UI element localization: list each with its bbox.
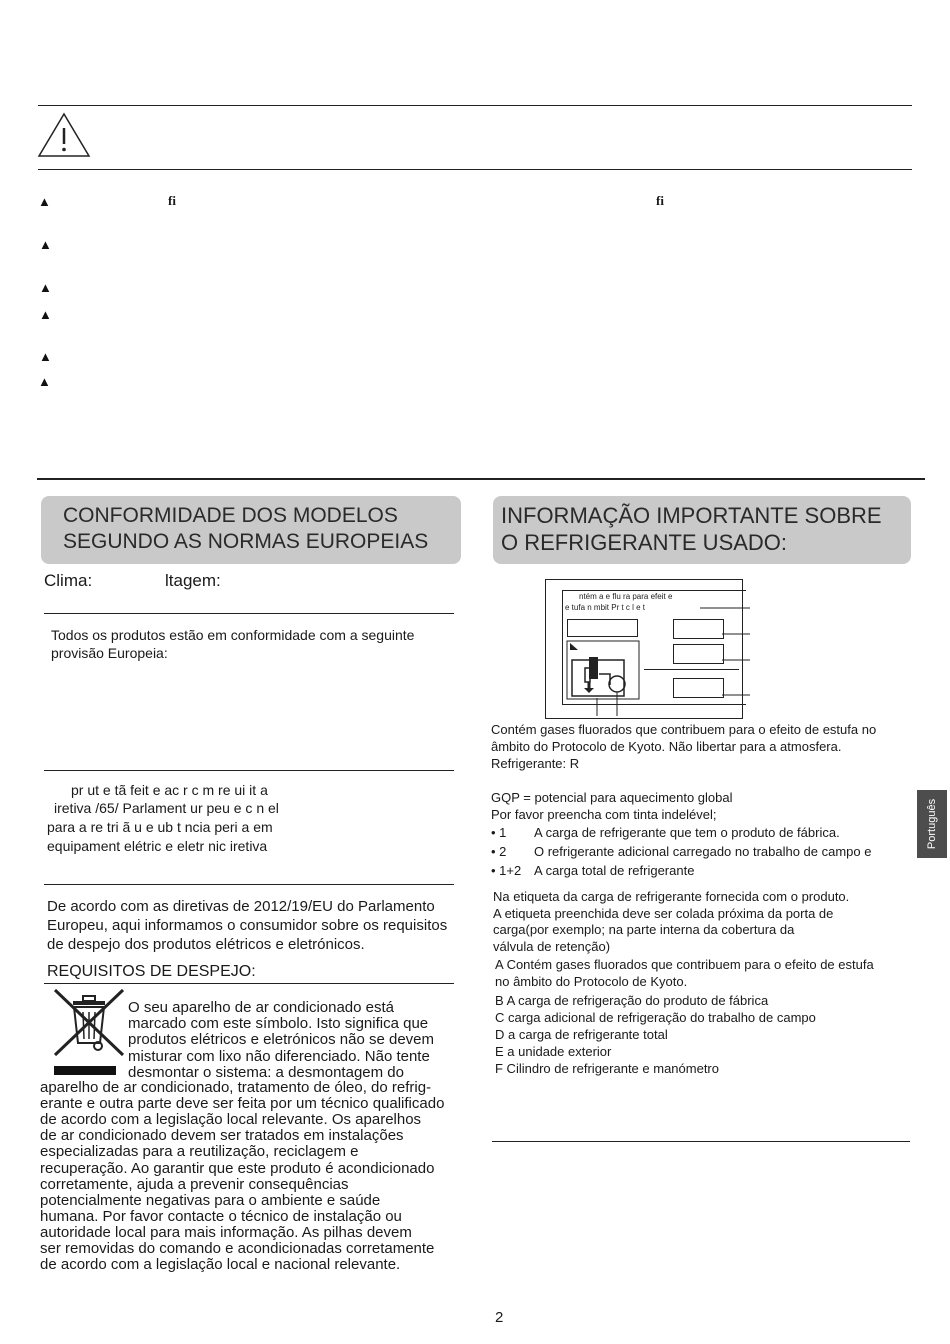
rohs-text: para a re tri ã u e ub t ncia peri a em (47, 819, 273, 835)
legend-item: F Cilindro de refrigerante e manómetro (495, 1061, 719, 1076)
ligature-glyph: fi (168, 193, 176, 208)
disposal-line: de ar condicionado devem ser tratados em instalações (40, 1127, 404, 1145)
legend-item: D a carga de refrigerante total (495, 1027, 668, 1042)
rule (44, 983, 454, 984)
weee-text: De acordo com as diretivas de 2012/19/EU do Parlamento (47, 898, 435, 915)
rule (492, 1141, 910, 1142)
label-title: ntém a e flu ra para efeit e (579, 592, 673, 601)
disposal-line: O seu aparelho de ar condicionado está (128, 999, 395, 1016)
weee-text: Europeu, aqui informamos o consumidor sobre os requisitos (47, 917, 448, 934)
etiqueta-line: carga(por exemplo; na parte interna da cobertura da (493, 922, 795, 937)
rule (44, 770, 454, 771)
warning-triangle-icon (36, 111, 92, 159)
warning-bullet-icon: ▲ (39, 349, 52, 364)
warning-bullet-icon: ▲ (39, 237, 52, 252)
charge-number: • 2 (491, 844, 507, 859)
label-field-a (567, 619, 638, 637)
charge-text: A carga de refrigerante que tem o produto de fábrica. (534, 825, 840, 840)
disposal-line: recuperação. Ao garantir que este produto é acondicionado (40, 1159, 435, 1177)
disposal-line: erante e outra parte deve ser feita por um técnico qualificado (40, 1095, 445, 1113)
legend-item: no âmbito do Protocolo de Kyoto. (495, 974, 688, 989)
disposal-line: ser removidas do comando e acondicionadas corretamente (40, 1240, 435, 1257)
warning-bullet-icon: ▲ (38, 374, 51, 389)
warning-bullet-icon: ▲ (39, 307, 52, 322)
rohs-text: equipament elétric e eletr nic iretiva (47, 838, 268, 854)
crossed-bin-icon (52, 987, 126, 1077)
weee-text: de despejo dos produtos elétricos e eletrónicos. (47, 936, 365, 953)
disposal-line: desmontar o sistema: a desmontagem do (128, 1063, 404, 1081)
disposal-heading: REQUISITOS DE DESPEJO: (47, 963, 256, 980)
fill-instruction: Por favor preencha com tinta indelével; (491, 807, 717, 822)
conformity-text: provisão Europeia: (51, 645, 168, 661)
refrigerant-heading-box (493, 496, 911, 564)
disposal-line: de acordo com a legislação local relevante. Os aparelhos (40, 1111, 422, 1129)
warning-bullet-icon: ▲ (39, 280, 52, 295)
etiqueta-line: Na etiqueta da carga de refrigerante fornecida com o produto. (493, 889, 850, 904)
conformity-text: Todos os produtos estão em conformidade com a seguinte (51, 627, 415, 643)
charge-number: • 1+2 (491, 863, 522, 878)
rule (44, 613, 454, 614)
charge-number: • 1 (491, 825, 507, 840)
page-number: 2 (495, 1309, 504, 1326)
refrigerant-heading-line1: INFORMAÇÃO IMPORTANTE SOBRE (501, 503, 882, 528)
disposal-line: de acordo com a legislação local e nacional relevante. (40, 1256, 401, 1274)
label-leader-lines (700, 600, 752, 700)
conformity-heading-line1: CONFORMIDADE DOS MODELOS (63, 504, 398, 527)
section-divider (37, 478, 925, 480)
legend-item: A Contém gases fluorados que contribuem para o efeito de estufa (495, 957, 874, 972)
conformity-heading-box (41, 496, 461, 564)
voltagem-label: ltagem: (165, 571, 221, 590)
disposal-line: aparelho de ar condicionado, tratamento de óleo, do refrig- (40, 1079, 432, 1096)
intro-line: âmbito do Protocolo de Kyoto. Não libertar para a atmosfera. (491, 739, 842, 754)
legend-item: B A carga de refrigeração do produto de fábrica (495, 993, 769, 1008)
rohs-text: iretiva /65/ Parlament ur peu e c n el (54, 800, 279, 816)
clima-label: Clima: (44, 571, 93, 590)
intro-line: Contém gases fluorados que contribuem para o efeito de estufa no (491, 722, 877, 737)
disposal-line: humana. Por favor contacte o técnico de instalação ou (40, 1207, 402, 1225)
conformity-heading-line2: SEGUNDO AS NORMAS EUROPEIAS (63, 530, 429, 553)
rule (44, 884, 454, 885)
disposal-line: especializadas para a reutilização, reciclagem e (40, 1143, 359, 1161)
outdoor-unit-icon (566, 640, 640, 716)
disposal-line: marcado com este símbolo. Isto significa que (128, 1015, 429, 1033)
language-tab[interactable] (917, 790, 947, 858)
rohs-text: pr ut e tã feit e ac r c m re ui it a (71, 782, 268, 798)
disposal-line: corretamente, ajuda a prevenir consequências (40, 1175, 349, 1193)
warning-bullet-icon: ▲ (38, 194, 51, 209)
legend-item: C carga adicional de refrigeração do trabalho de campo (495, 1010, 816, 1025)
gwp-text: GQP = potencial para aquecimento global (491, 790, 733, 805)
language-tab-label: Português (926, 798, 938, 850)
label-title: e tufa n mbit Pr t c l e t (565, 603, 646, 612)
disposal-line: produtos elétricos e eletrónicos não se devem (128, 1031, 435, 1049)
refrigerant-heading-line2: O REFRIGERANTE USADO: (501, 530, 788, 555)
disposal-line: potencialmente negativas para o ambiente e saúde (40, 1191, 381, 1209)
ligature-glyph: fi (656, 193, 664, 208)
disposal-line: autoridade local para mais informação. As pilhas devem (40, 1223, 412, 1241)
etiqueta-line: A etiqueta preenchida deve ser colada próxima da porta de (493, 905, 834, 921)
charge-text: O refrigerante adicional carregado no trabalho de campo e (534, 844, 872, 859)
etiqueta-line: válvula de retenção) (493, 938, 611, 954)
intro-line: Refrigerante: R (491, 756, 580, 771)
disposal-line: misturar com lixo não diferenciado. Não tente (128, 1047, 430, 1065)
top-rule (38, 105, 912, 106)
legend-item: E a unidade exterior (495, 1044, 612, 1059)
charge-text: A carga total de refrigerante (534, 863, 695, 878)
warning-rule (38, 169, 912, 170)
